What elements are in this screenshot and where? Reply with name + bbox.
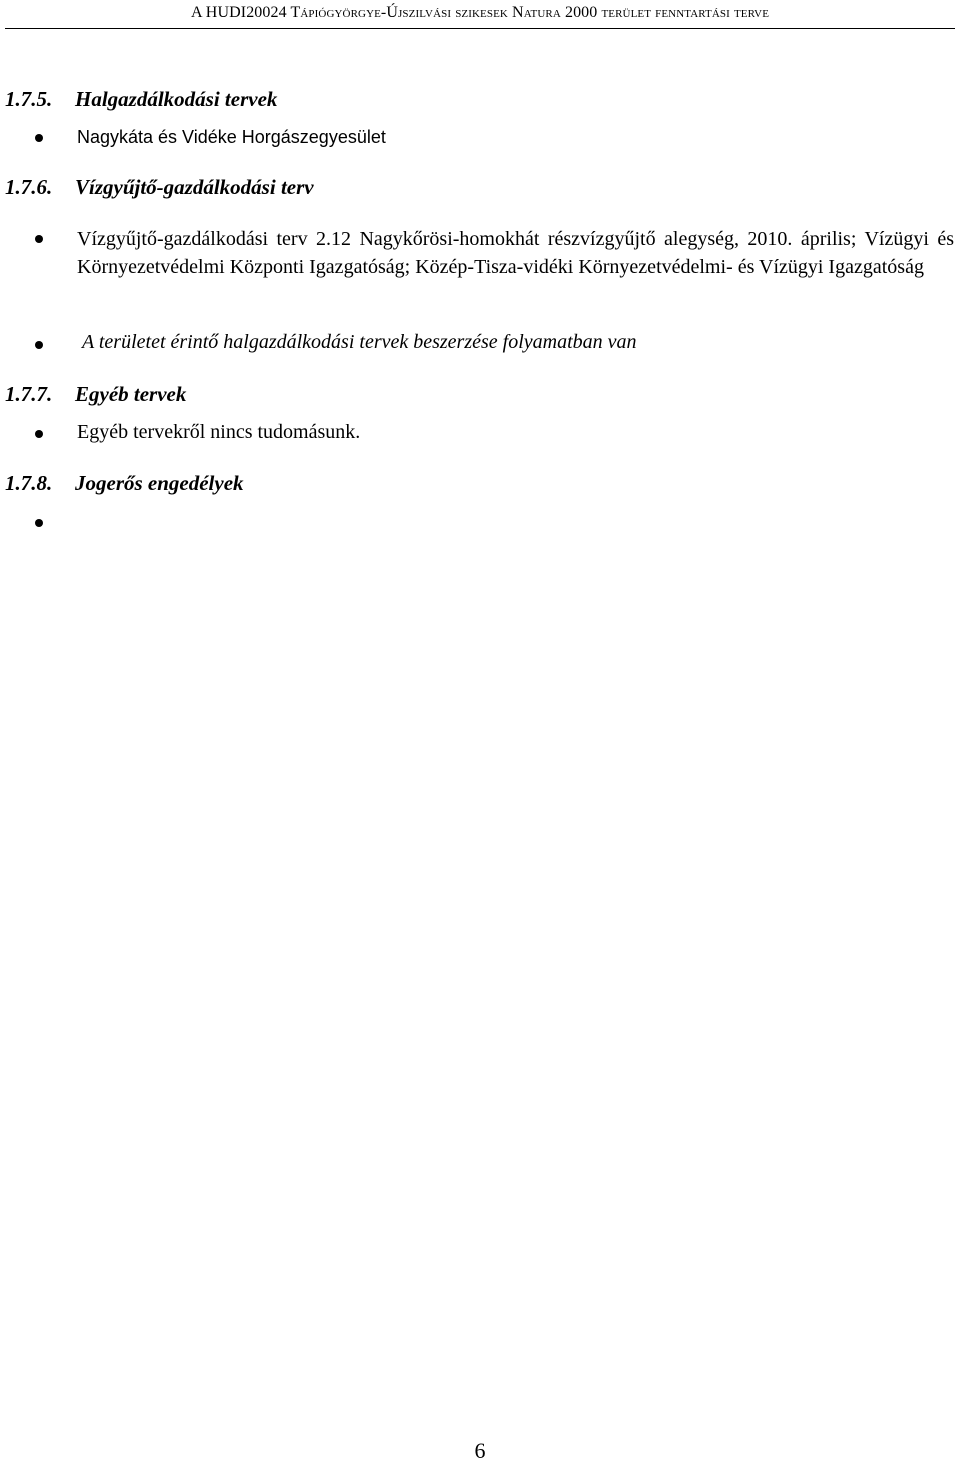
bullet-icon bbox=[35, 134, 43, 142]
section-number: 1.7.7. bbox=[5, 382, 53, 406]
bullet-icon bbox=[35, 235, 43, 243]
bullet-icon bbox=[35, 341, 43, 349]
list-item-paragraph: Vízgyűjtő-gazdálkodási terv 2.12 Nagykőrösi-homokhát részvízgyűjtő alegység, 2010. április; Vízügyi és Környezetvédelmi Központi Igazgatóság; Közép-Tisza-vidéki Környezetvédelmi- és Vízügyi Igazgatóság bbox=[77, 228, 954, 278]
header-prefix: A HUDI20024 T bbox=[190, 4, 301, 21]
section-title: Egyéb tervek bbox=[75, 382, 187, 406]
header-part: ápiógyörgye- bbox=[300, 4, 387, 21]
page-number: 6 bbox=[474, 1438, 486, 1463]
section-heading-1-7-5 bbox=[5, 87, 277, 112]
header-part: Ú bbox=[386, 4, 399, 21]
header-divider bbox=[5, 28, 955, 29]
header-part: jszilvási szikesek bbox=[398, 4, 513, 21]
header-part: N bbox=[512, 4, 524, 21]
section-number: 1.7.8. bbox=[5, 471, 53, 495]
document-header bbox=[0, 4, 960, 22]
bullet-icon bbox=[35, 430, 43, 438]
section-number: 1.7.5. bbox=[5, 87, 53, 111]
section-title: Vízgyűjtő-gazdálkodási terv bbox=[75, 175, 314, 199]
header-part: atura 2000 terület fenntartási terve bbox=[523, 4, 770, 21]
bullet-icon bbox=[35, 519, 43, 527]
list-item: Nagykáta és Vidéke Horgászegyesület bbox=[77, 127, 386, 147]
list-item: A területet érintő halgazdálkodási tervek beszerzése folyamatban van bbox=[82, 331, 637, 353]
section-heading-1-7-8 bbox=[5, 471, 244, 496]
section-heading-1-7-6 bbox=[5, 175, 314, 200]
list-item: Egyéb tervekről nincs tudomásunk. bbox=[77, 421, 361, 443]
section-title: Jogerős engedélyek bbox=[75, 471, 244, 495]
section-heading-1-7-7 bbox=[5, 382, 186, 407]
section-title: Halgazdálkodási tervek bbox=[75, 87, 278, 111]
section-number: 1.7.6. bbox=[5, 175, 53, 199]
